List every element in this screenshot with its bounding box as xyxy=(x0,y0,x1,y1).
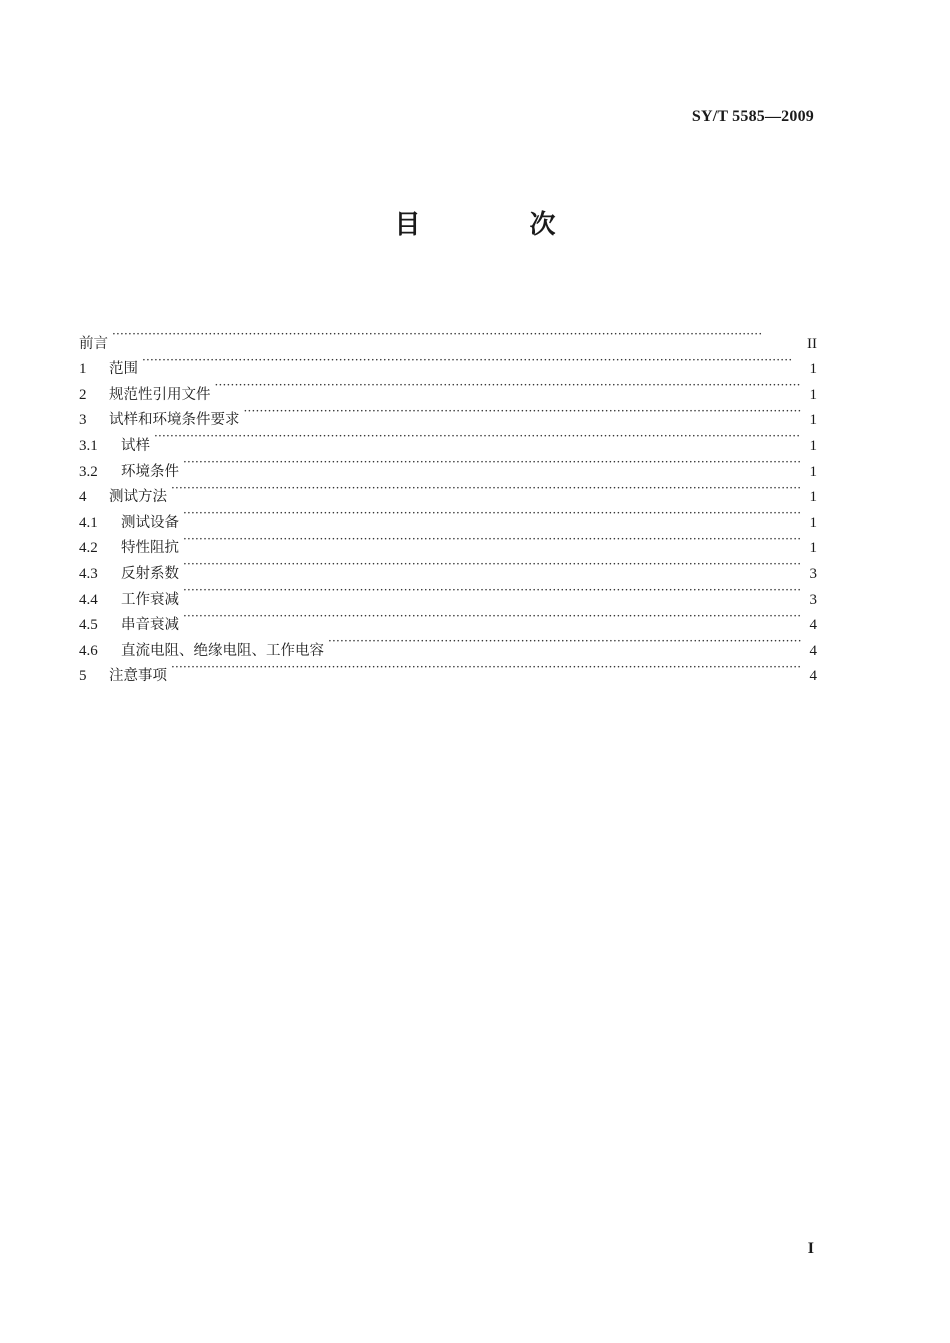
toc-leader-dots xyxy=(215,373,802,399)
toc-entry-page: 4 xyxy=(809,668,817,685)
toc-entry-page: 1 xyxy=(809,361,817,378)
page-title: 目 次 xyxy=(394,210,606,240)
standard-code: SY/T 5585—2009 xyxy=(691,108,814,125)
toc-entry-title: 直流电阻、绝缘电阻、工作电容 xyxy=(121,642,324,659)
toc-entry-page: 3 xyxy=(809,565,817,582)
toc-leader-dots xyxy=(183,501,801,527)
toc-entry-page: 1 xyxy=(809,412,817,429)
toc-entry-number: 4.1 xyxy=(79,514,98,531)
toc-leader-dots xyxy=(171,655,801,681)
toc-entry-number: 3.2 xyxy=(79,463,98,480)
toc-entry xyxy=(79,604,817,634)
toc-entry-number: 3.1 xyxy=(79,437,98,454)
toc-entry-title: 工作衰减 xyxy=(121,591,179,608)
toc-entry-page: 1 xyxy=(809,386,817,403)
toc-entry xyxy=(79,501,817,531)
toc-entry-number: 3 xyxy=(79,412,87,429)
toc-entry xyxy=(79,424,817,454)
toc-leader-dots xyxy=(183,604,801,630)
toc-entry-page: 1 xyxy=(809,489,817,506)
toc-leader-dots xyxy=(328,629,801,655)
toc-entry-title: 测试设备 xyxy=(121,514,179,531)
toc-leader-dots xyxy=(171,476,801,502)
toc-entry xyxy=(79,629,817,659)
toc-leader-dots xyxy=(112,322,801,348)
toc-entry-title: 前言 xyxy=(79,335,108,352)
toc-entry-page: 4 xyxy=(809,617,817,634)
toc-entry-number: 1 xyxy=(79,361,87,378)
toc-entry-title: 试样和环境条件要求 xyxy=(109,412,240,429)
toc-entry-number: 4.5 xyxy=(79,617,98,634)
toc-entry xyxy=(79,527,817,557)
toc-entry-number: 4 xyxy=(79,489,87,506)
toc-entry xyxy=(79,552,817,582)
toc-entry-title: 规范性引用文件 xyxy=(109,386,211,403)
toc-entry-page: 3 xyxy=(809,591,817,608)
toc-entry-title: 范围 xyxy=(109,361,138,378)
toc-entry-title: 试样 xyxy=(121,437,150,454)
toc-entry xyxy=(79,450,817,480)
toc-entry-title: 反射系数 xyxy=(121,565,179,582)
toc-entry-number: 4.2 xyxy=(79,540,98,557)
toc-entry xyxy=(79,476,817,506)
toc-entry-title: 注意事项 xyxy=(109,668,167,685)
page-number: I xyxy=(807,1240,814,1257)
toc-entry-number: 5 xyxy=(79,668,87,685)
toc-entry xyxy=(79,655,817,685)
toc-entry-page: 1 xyxy=(809,437,817,454)
toc-entry xyxy=(79,373,817,403)
toc-entry xyxy=(79,348,817,378)
toc-leader-dots xyxy=(142,348,801,374)
toc-entry-title: 串音衰减 xyxy=(121,617,179,634)
toc-entry-page: 1 xyxy=(809,514,817,531)
toc-entry-number: 2 xyxy=(79,386,87,403)
toc-entry-page: 1 xyxy=(809,463,817,480)
toc-entry-page: 1 xyxy=(809,540,817,557)
toc-entry-page: 4 xyxy=(809,642,817,659)
toc-entry-title: 测试方法 xyxy=(109,489,167,506)
toc-leader-dots xyxy=(183,552,801,578)
toc-entry-page: II xyxy=(807,335,817,352)
toc-leader-dots xyxy=(244,399,802,425)
toc-entry xyxy=(79,578,817,608)
toc-entry-title: 特性阻抗 xyxy=(121,540,179,557)
toc-entry-number: 4.3 xyxy=(79,565,98,582)
table-of-contents xyxy=(79,322,817,685)
toc-entry xyxy=(79,322,817,352)
toc-leader-dots xyxy=(183,527,801,553)
toc-leader-dots xyxy=(154,424,801,450)
toc-entry-title: 环境条件 xyxy=(121,463,179,480)
toc-entry-number: 4.6 xyxy=(79,642,98,659)
toc-leader-dots xyxy=(183,450,801,476)
toc-leader-dots xyxy=(183,578,801,604)
toc-entry-number: 4.4 xyxy=(79,591,98,608)
